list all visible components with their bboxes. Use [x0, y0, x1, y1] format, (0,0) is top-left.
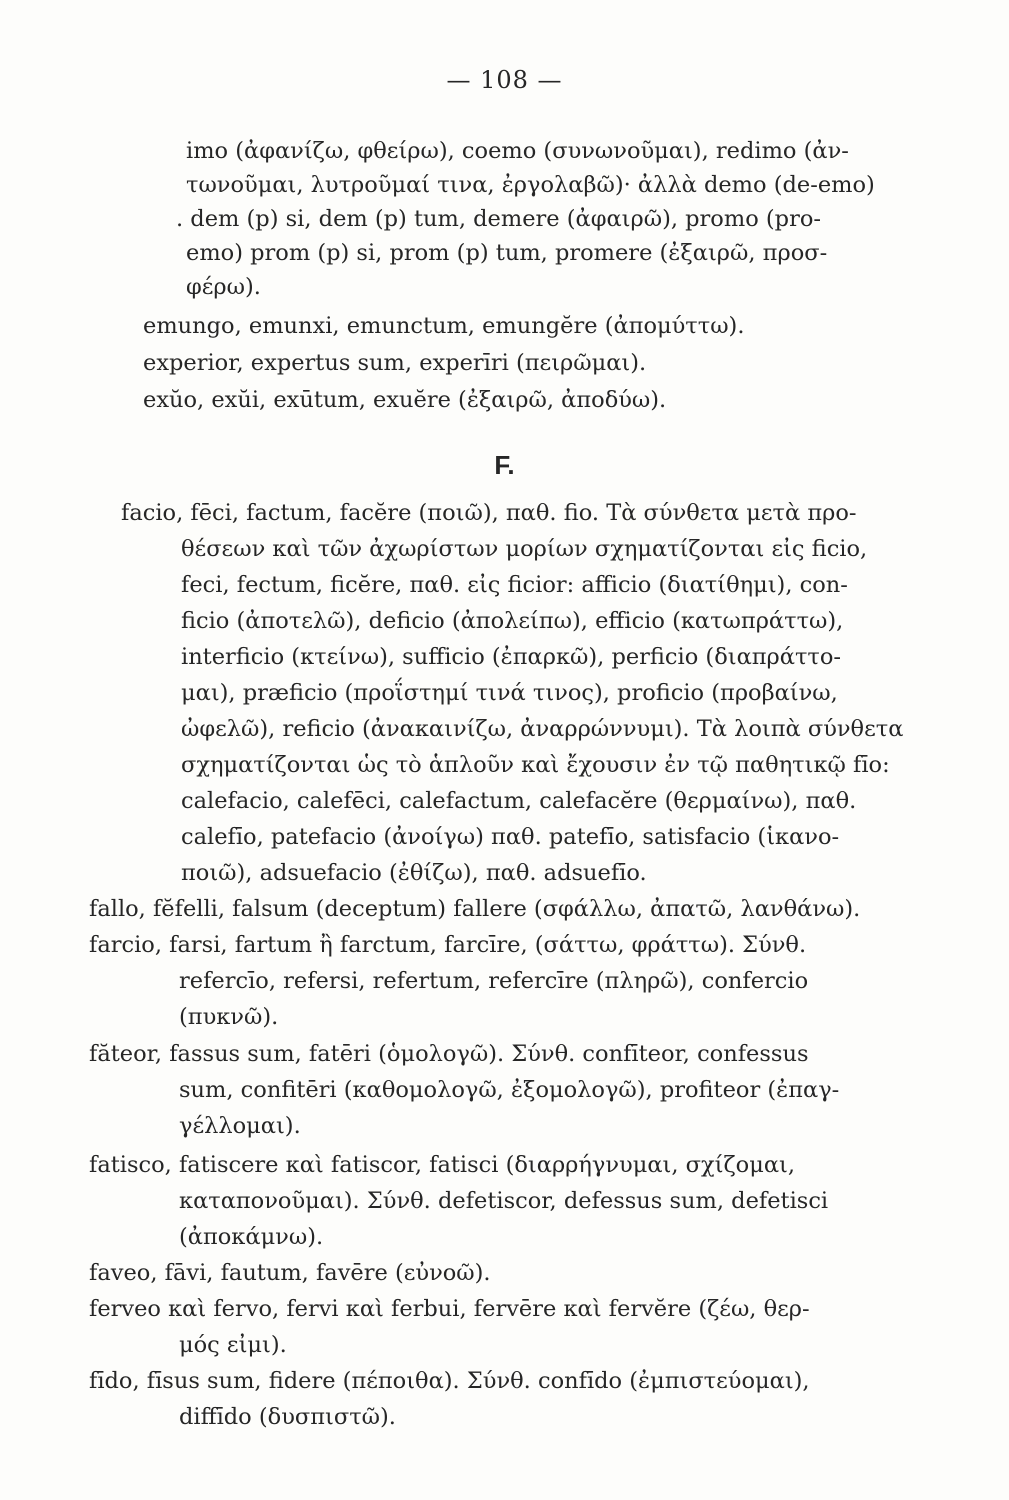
text-line: faveo, fāvi, fautum, favēre (εὐνοῶ). [89, 1260, 491, 1286]
text-line: ποιῶ), adsuefacio (ἐθίζω), παθ. adsuefīo. [181, 860, 647, 886]
text-line: emo) prom (p) si, prom (p) tum, promere (ἐξαιρῶ, προσ- [186, 240, 828, 266]
text-line: fallo, fĕfelli, falsum (deceptum) fallere (σφάλλω, ἀπατῶ, λανθάνω). [89, 896, 861, 922]
text-line: μός εἰμι). [179, 1332, 287, 1358]
section-heading: F. [494, 450, 515, 480]
page-number: — 108 — [446, 66, 563, 94]
text-line: calefīo, patefacio (ἀνοίγω) παθ. patefīo, satisfacio (ἱκανο- [181, 824, 840, 850]
text-line: calefacio, calefēci, calefactum, calefacĕre (θερμαίνω), παθ. [181, 788, 857, 814]
text-line: καταπονοῦμαι). Σύνθ. defetiscor, defessus sum, defetisci [179, 1188, 829, 1214]
text-line: ferveo καὶ fervo, fervi καὶ ferbui, fervēre καὶ fervĕre (ζέω, θερ- [89, 1296, 810, 1322]
text-line: μαι), præficio (προΐστημί τινά τινος), proficio (προβαίνω, [181, 680, 838, 706]
text-line: imo (ἀφανίζω, φθείρω), coemo (συνωνοῦμαι), redimo (ἀν- [186, 138, 849, 164]
text-line: feci, fectum, ficĕre, παθ. εἰς ficior: afficio (διατίθημι), con- [181, 572, 848, 598]
text-line: diffīdo (δυσπιστῶ). [179, 1404, 396, 1430]
text-line: ὠφελῶ), reficio (ἀνακαινίζω, ἀναρρώννυμι). Τὰ λοιπὰ σύνθετα [181, 716, 904, 742]
text-line: refercīo, refersi, refertum, refercīre (πληρῶ), confercio [179, 968, 809, 994]
text-line: fatisco, fatiscere καὶ fatiscor, fatisci (διαρρήγνυμαι, σχίζομαι, [89, 1152, 795, 1178]
text-line: . dem (p) si, dem (p) tum, demere (ἀφαιρῶ), promo (pro- [176, 206, 821, 232]
text-line: emungo, emunxi, emunctum, emungĕre (ἀπομύττω). [143, 313, 745, 339]
text-line: φέρω). [186, 274, 261, 300]
text-line: farcio, farsi, fartum ἢ farctum, farcīre, (σάττω, φράττω). Σύνθ. [89, 932, 807, 958]
text-line: ficio (ἀποτελῶ), deficio (ἀπολείπω), efficio (κατωπράττω), [181, 608, 844, 634]
text-line: θέσεων καὶ τῶν ἀχωρίστων μορίων σχηματίζονται εἰς ficio, [181, 536, 868, 562]
text-line: σχηματίζονται ὡς τὸ ἁπλοῦν καὶ ἔχουσιν ἐν τῷ παθητικῷ fīo: [181, 752, 890, 778]
text-line: experior, expertus sum, experīri (πειρῶμαι). [143, 350, 647, 376]
text-line: fīdo, fīsus sum, fidere (πέποιθα). Σύνθ. confīdo (ἐμπιστεύομαι), [89, 1368, 810, 1394]
text-line: făteor, fassus sum, fatēri (ὁμολογῶ). Σύνθ. confīteor, confessus [89, 1041, 809, 1067]
text-line: (ἀποκάμνω). [179, 1224, 324, 1250]
text-line: τωνοῦμαι, λυτροῦμαί τινα, ἐργολαβῶ)· ἀλλὰ demo (de-emo) [186, 172, 875, 198]
text-line: facio, fēci, factum, facĕre (ποιῶ), παθ. fio. Τὰ σύνθετα μετὰ προ- [121, 500, 857, 526]
text-line: sum, confitēri (καθομολογῶ, ἐξομολογῶ), profiteor (ἐπαγ- [179, 1077, 840, 1103]
text-line: (πυκνῶ). [179, 1004, 279, 1030]
text-line: interficio (κτείνω), sufficio (ἐπαρκῶ), perficio (διαπράττο- [181, 644, 842, 670]
text-line: γέλλομαι). [179, 1113, 301, 1139]
text-line: exŭo, exŭi, exūtum, exuĕre (ἐξαιρῶ, ἀποδύω). [143, 387, 667, 413]
